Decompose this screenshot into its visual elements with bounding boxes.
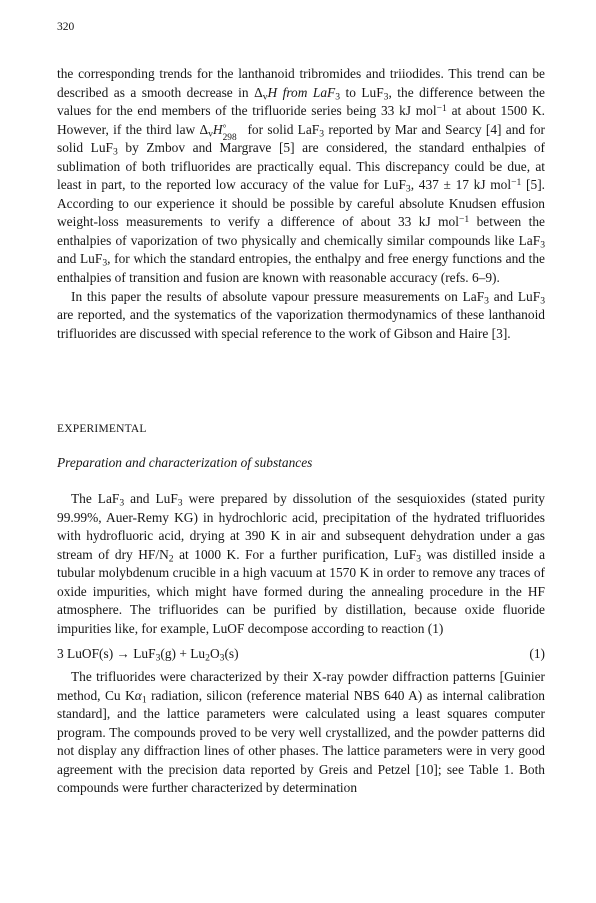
equation-1 bbox=[57, 645, 545, 664]
characterization-paragraph: The trifluorides were characterized by their X-ray powder diffraction patterns [Guinier method, Cu $K\alpha_1$ radiation, silicon (reference material NBS 640 A) as internal calibration standard], and the lattice parameters were calculated using a least squares computer program. The compounds proved to be very well crystallized, and the powder patterns did not display any diffraction lines of other phases. The lattice parameters were in very good agreement with the precision data reported by Greis and Petzel [10]; see Table 1. Both compounds were further characterized by determination bbox=[57, 669, 545, 796]
preparation-paragraph: The LaF$_3$ and LuF$_3$ were prepared by dissolution of the sesquioxides (stated purity 99.99%, Auer-Remy KG) in hydrochloric acid, precipitation of the hydrated trifluorides with hydrofluoric acid, drying at 390 K in air and subsequent dehydration under a gas stream of dry $HF/N_2$ at 1000 K. For a further purification, LuF$_3$ was distilled inside a tubular molybdenum crucible in a high vacuum at 1570 K in order to remove any traces of oxide impurities, which might have formed during the annealing procedure in the HF atmosphere. The trifluorides can be purified by distillation, because oxide fluoride impurities like, for example, LuOF decompose according to reaction (1) bbox=[57, 491, 546, 636]
equation-number: (1) bbox=[529, 646, 545, 661]
intro-paragraph: the corresponding trends for the lanthanoid tribromides and triiodides. This trend can be described as a smooth decrease in $\Delta_vH$ from LaF$_3$ to LuF$_3$, the difference between the values for the end members of the trifluoride series being 33 kJ mol$^{-1}$ at about 1500 K. However, if the third law $\Delta_vH$ ° 298 for solid LaF$_3$ reported by Mar and Searcy [4] and for solid LuF$_3$ by Zmbov and Margrave [5] are considered, the standard enthalpies of sublimation of both trifluorides are practically equal. This discrepancy could be due, at least in part, to the reported low accuracy of the value for LuF$_3$, 437 ± 17 kJ mol$^{-1}$ [5]. According to our experience it should be possible by careful absolute Knudsen effusion weight-loss measurements to verify a difference of about 33 kJ mol$^{-1}$ between the enthalpies of vaporization of two physically and chemically similar compounds like LaF$_3$ and LuF$_3$, for which the standard entropies, the enthalpy and free energy functions and the enthalpies of transition and fusion are known with reasonable accuracy (refs. 6–9). In this paper the results of absolute vapour pressure measurements on LaF$_3$ and LuF$_3$ are reported, and the systematics of the vaporization thermodynamics of these lanthanoid trifluorides are discussed with special reference to the work of Gibson and Haire [3]. bbox=[57, 66, 545, 341]
subsection-heading-preparation: Preparation and characterization of substances bbox=[57, 455, 313, 470]
page-number: 320 bbox=[57, 21, 75, 33]
equation-body: 3 LuOF(s) → $LuF_3(g) + Lu_2O_3(s)$ bbox=[57, 646, 239, 664]
section-heading-experimental: EXPERIMENTAL bbox=[57, 423, 147, 435]
